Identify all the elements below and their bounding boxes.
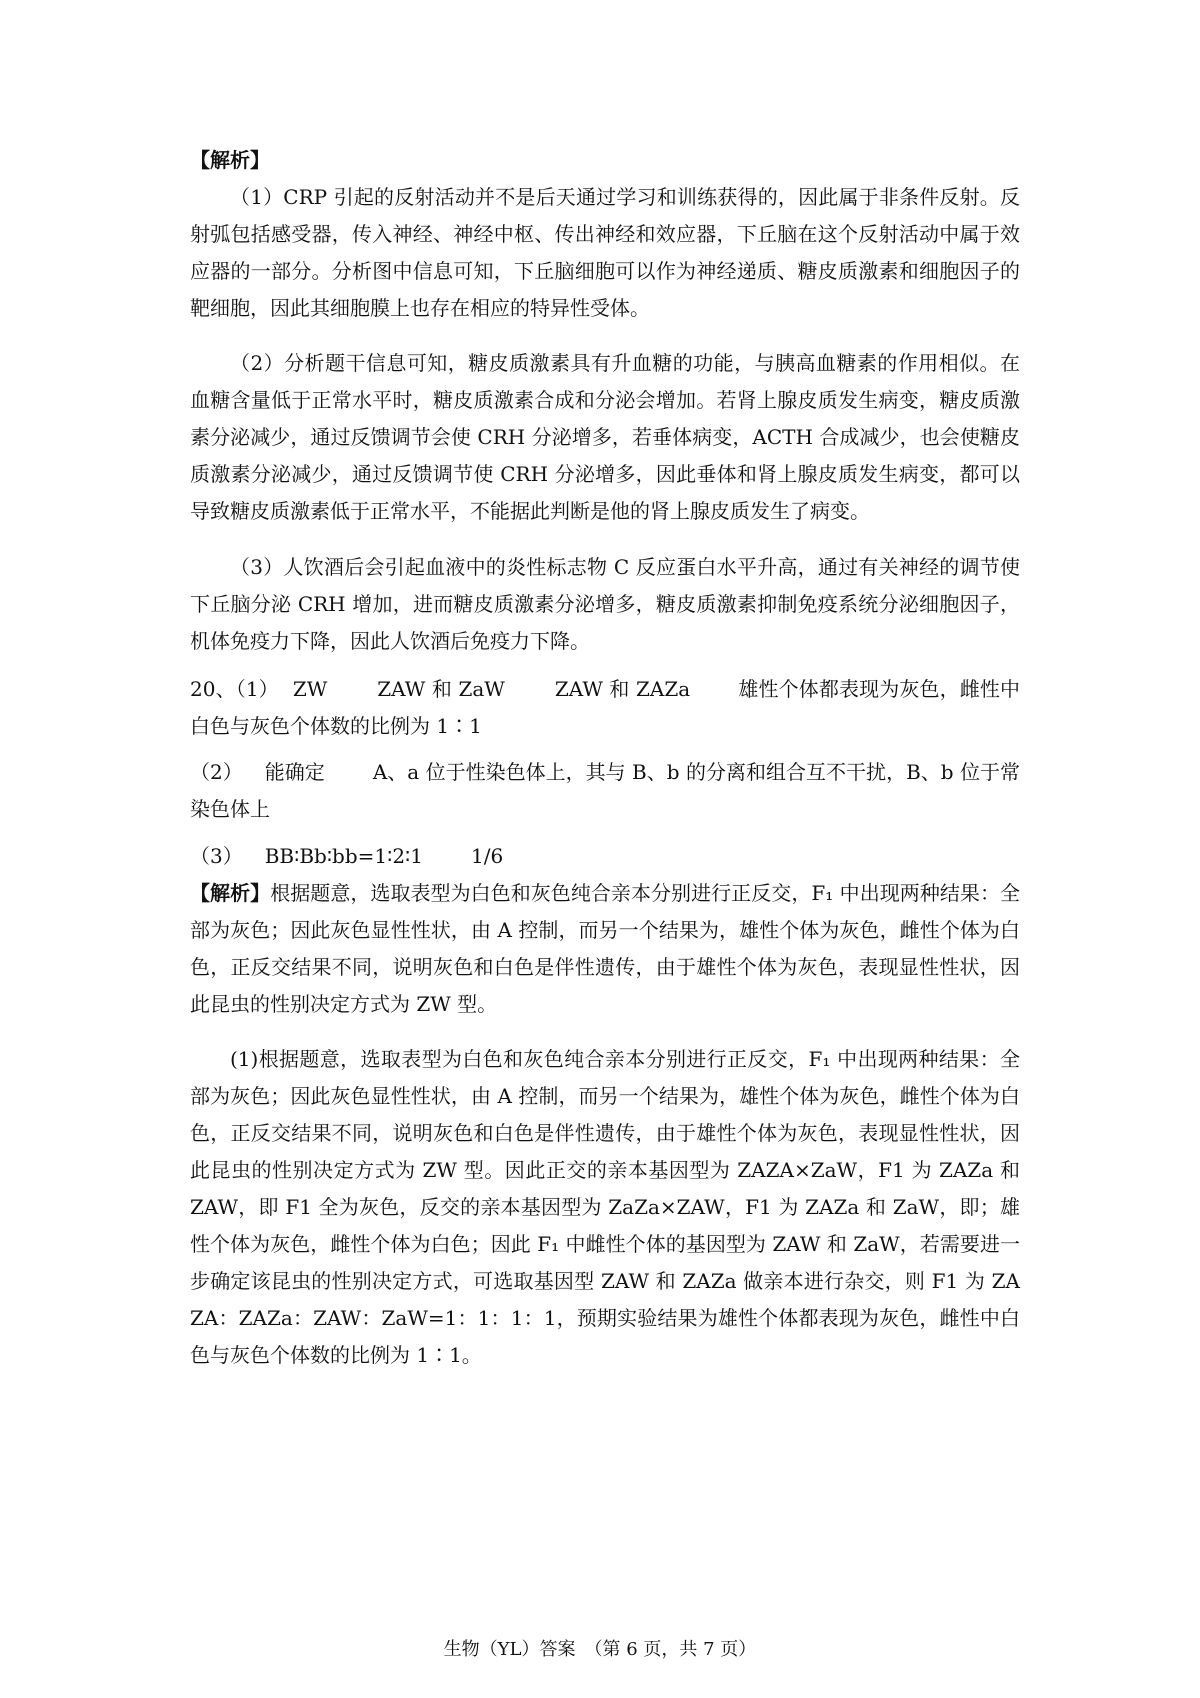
answer-blank-2: 1/6 (471, 844, 504, 868)
analysis-heading-1: 【解析】 (190, 148, 270, 172)
answer-blank-1: ZW (292, 677, 328, 701)
analysis-20-intro (190, 875, 1020, 1023)
answer-blank-1: BB∶Bb∶bb=1∶2∶1 (264, 844, 423, 868)
answer-blank-3: ZAW 和 ZAZa (554, 677, 691, 701)
answer-number: （2） (190, 760, 243, 784)
answer-blank-2: A、a 位于性染色体上，其与 B、b 的分离和组合互不干扰，B、b 位于常染色体上 (190, 760, 1020, 821)
page-footer: 生物（YL）答案 （第 6 页，共 7 页） (443, 1639, 757, 1660)
analysis-paragraph-2: （2）分析题干信息可知，糖皮质激素具有升血糖的功能，与胰高血糖素的作用相似。在血糖含量低于正常水平时，糖皮质激素合成和分泌会增加。若肾上腺皮质发生病变，糖皮质激素分泌减少，通过反馈调节会使 CRH 分泌增多，若垂体病变，ACTH 合成减少，也会使糖皮质激素分泌减少，通过反馈调节使 CRH 分泌增多，因此垂体和肾上腺皮质发生病变，都可以导致糖皮质激素低于正常水平，不能据此判断是他的肾上腺皮质发生了病变。 (190, 351, 1020, 523)
analysis-paragraph-3: （3）人饮酒后会引起血液中的炎性标志物 C 反应蛋白水平升高，通过有关神经的调节使下丘脑分泌 CRH 增加，进而糖皮质激素分泌增多，糖皮质激素抑制免疫系统分泌细胞因子，机体免疫力下降，因此人饮酒后免疫力下降。 (190, 555, 1020, 653)
answer-20-part-3 (190, 838, 1020, 875)
analysis-heading-2: 【解析】 (190, 881, 271, 905)
answer-20-part-2 (190, 754, 1020, 828)
answer-blank-2: ZAW 和 ZaW (377, 677, 505, 701)
analysis-paragraph-1: （1）CRP 引起的反射活动并不是后天通过学习和训练获得的，因此属于非条件反射。反射弧包括感受器，传入神经、神经中枢、传出神经和效应器，下丘脑在这个反射活动中属于效应器的一部分。分析图中信息可知，下丘脑细胞可以作为神经递质、糖皮质激素和细胞因子的靶细胞，因此其细胞膜上也存在相应的特异性受体。 (190, 185, 1020, 320)
answer-blank-1: 能确定 (264, 760, 325, 784)
analysis-20-intro-text: 根据题意，选取表型为白色和灰色纯合亲本分别进行正反交，F₁ 中出现两种结果：全部为灰色；因此灰色显性性状，由 A 控制，而另一个结果为，雄性个体为灰色，雌性个体为白色，正反交结果不同，说明灰色和白色是伴性遗传，由于雄性个体为灰色，表现显性性状，因此昆虫的性别决定方式为 ZW 型。 (190, 881, 1020, 1016)
analysis-20-paragraph-1: (1)根据题意，选取表型为白色和灰色纯合亲本分别进行正反交，F₁ 中出现两种结果：全部为灰色；因此灰色显性性状，由 A 控制，而另一个结果为，雄性个体为灰色，雌性个体为白色，正反交结果不同，说明灰色和白色是伴性遗传，由于雄性个体为灰色，表现显性性状，因此昆虫的性别决定方式为 ZW 型。因此正交的亲本基因型为 ZAZA×ZaW，F1 为 ZAZa 和 ZAW，即 F1 全为灰色，反交的亲本基因型为 ZaZa×ZAW，F1 为 ZAZa 和 ZaW，即；雄性个体为灰色，雌性个体为白色；因此 F₁ 中雌性个体的基因型为 ZAW 和 ZaW，若需要进一步确定该昆虫的性别决定方式，可选取基因型 ZAW 和 ZAZa 做亲本进行杂交，则 F1 为 ZAZA：ZAZa：ZAW：ZaW=1：1：1：1，预期实验结果为雄性个体都表现为灰色，雌性中白色与灰色个体数的比例为 1∶1。 (190, 1047, 1020, 1367)
answer-number: 20、（1） (190, 677, 279, 701)
answer-blank-4: 雄性个体都表现为灰色，雌性中白色与灰色个体数的比例为 1∶1 (190, 677, 1020, 738)
answer-number: （3） (190, 844, 243, 868)
answer-20-part-1 (190, 671, 1020, 745)
